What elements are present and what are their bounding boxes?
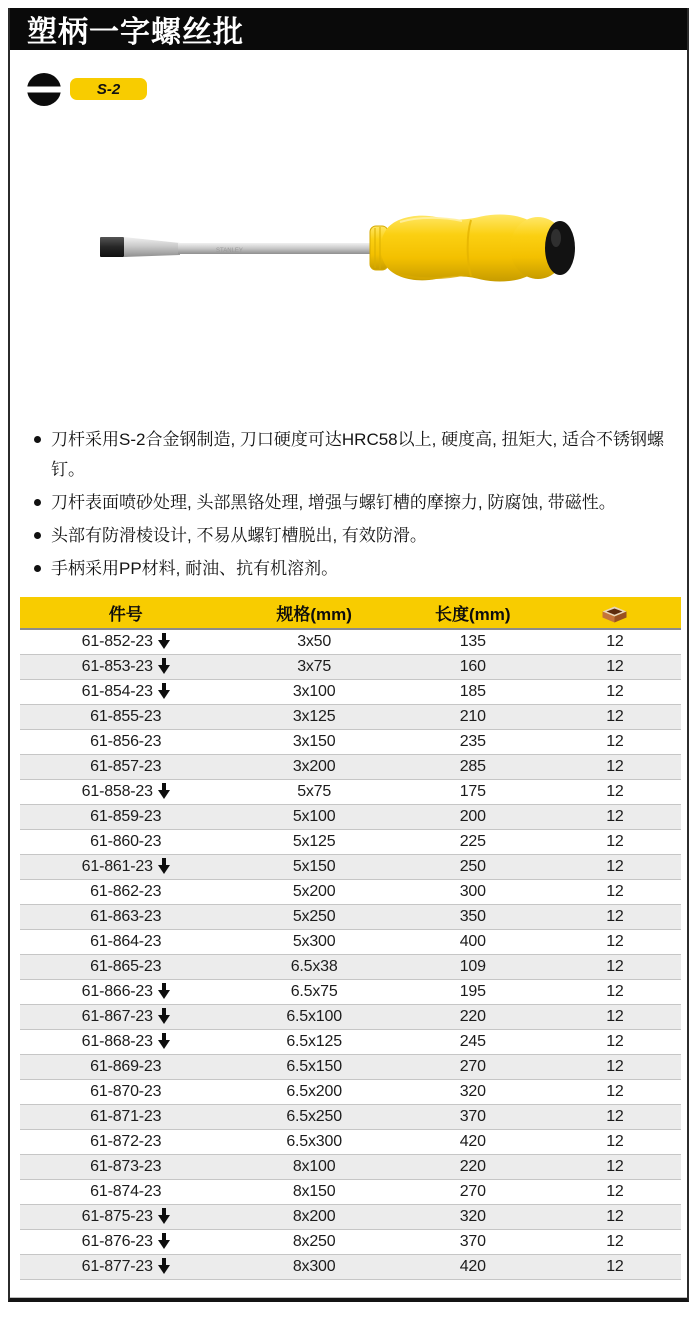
- pack-qty-cell: 12: [549, 1104, 681, 1129]
- down-arrow-icon: [158, 683, 170, 699]
- part-number-cell: 61-858-23: [20, 779, 232, 804]
- bullet-icon: [34, 532, 41, 539]
- length-cell: 270: [397, 1179, 549, 1204]
- spec-cell: 8x150: [232, 1179, 397, 1204]
- table-row: [20, 1254, 681, 1279]
- spec-cell: 3x200: [232, 754, 397, 779]
- box-icon: [602, 604, 627, 623]
- spec-table: [20, 597, 681, 1280]
- bullet-icon: [34, 436, 41, 443]
- spec-cell: 8x250: [232, 1229, 397, 1254]
- down-arrow-icon: [158, 1233, 170, 1249]
- pack-qty-cell: 12: [549, 729, 681, 754]
- table-row: [20, 1179, 681, 1204]
- table-row: [20, 1079, 681, 1104]
- part-number-cell: 61-864-23: [20, 929, 232, 954]
- spec-cell: 5x100: [232, 804, 397, 829]
- spec-cell: 6.5x125: [232, 1029, 397, 1054]
- length-cell: 320: [397, 1079, 549, 1104]
- part-number-cell: 61-862-23: [20, 879, 232, 904]
- length-cell: 175: [397, 779, 549, 804]
- part-number-cell: 61-869-23: [20, 1054, 232, 1079]
- feature-item: [34, 554, 665, 584]
- table-row: [20, 804, 681, 829]
- spec-cell: 5x200: [232, 879, 397, 904]
- table-row: [20, 929, 681, 954]
- part-number-cell: 61-874-23: [20, 1179, 232, 1204]
- spec-cell: 6.5x300: [232, 1129, 397, 1154]
- page-title: 塑柄一字螺丝批: [27, 16, 244, 49]
- pack-qty-cell: 12: [549, 1029, 681, 1054]
- part-number-cell: 61-853-23: [20, 654, 232, 679]
- down-arrow-icon: [158, 1258, 170, 1274]
- length-cell: 195: [397, 979, 549, 1004]
- down-arrow-icon: [158, 658, 170, 674]
- table-row: [20, 904, 681, 929]
- length-cell: 185: [397, 679, 549, 704]
- pack-qty-cell: 12: [549, 704, 681, 729]
- pack-qty-cell: 12: [549, 1204, 681, 1229]
- spec-cell: 3x150: [232, 729, 397, 754]
- pack-qty-cell: 12: [549, 629, 681, 654]
- table-row: [20, 1129, 681, 1154]
- pack-qty-cell: 12: [549, 1179, 681, 1204]
- pack-qty-cell: 12: [549, 779, 681, 804]
- part-number-cell: 61-854-23: [20, 679, 232, 704]
- spec-cell: 6.5x250: [232, 1104, 397, 1129]
- spec-cell: 5x75: [232, 779, 397, 804]
- spec-cell: 3x50: [232, 629, 397, 654]
- pack-qty-cell: 12: [549, 1254, 681, 1279]
- part-number-cell: 61-868-23: [20, 1029, 232, 1054]
- table-row: [20, 729, 681, 754]
- feature-text: 刀杆采用S-2合金钢制造, 刀口硬度可达HRC58以上, 硬度高, 扭矩大, 适合不锈钢螺钉。: [51, 430, 664, 479]
- part-number-cell: 61-860-23: [20, 829, 232, 854]
- length-cell: 420: [397, 1129, 549, 1154]
- length-cell: 300: [397, 879, 549, 904]
- length-cell: 350: [397, 904, 549, 929]
- table-row: [20, 1104, 681, 1129]
- col-header-pack-qty: [549, 597, 681, 629]
- length-cell: 220: [397, 1154, 549, 1179]
- product-image-area: [10, 106, 687, 425]
- table-row: [20, 654, 681, 679]
- pack-qty-cell: 12: [549, 1079, 681, 1104]
- length-cell: 420: [397, 1254, 549, 1279]
- part-number-cell: 61-870-23: [20, 1079, 232, 1104]
- spec-cell: 5x300: [232, 929, 397, 954]
- down-arrow-icon: [158, 1033, 170, 1049]
- pack-qty-cell: 12: [549, 1054, 681, 1079]
- length-cell: 225: [397, 829, 549, 854]
- shaft-print: STANLEY: [216, 248, 243, 254]
- pack-qty-cell: 12: [549, 854, 681, 879]
- pack-qty-cell: 12: [549, 904, 681, 929]
- spec-cell: 6.5x200: [232, 1079, 397, 1104]
- length-cell: 245: [397, 1029, 549, 1054]
- part-number-cell: 61-855-23: [20, 704, 232, 729]
- steel-grade-badge: [70, 78, 147, 100]
- feature-text: 刀杆表面喷砂处理, 头部黑铬处理, 增强与螺钉槽的摩擦力, 防腐蚀, 带磁性。: [51, 493, 616, 512]
- spec-cell: 8x100: [232, 1154, 397, 1179]
- table-row: [20, 1004, 681, 1029]
- down-arrow-icon: [158, 1008, 170, 1024]
- pack-qty-cell: 12: [549, 979, 681, 1004]
- down-arrow-icon: [158, 633, 170, 649]
- col-header-length: 长度(mm): [397, 597, 549, 629]
- spec-cell: 8x300: [232, 1254, 397, 1279]
- length-cell: 270: [397, 1054, 549, 1079]
- length-cell: 400: [397, 929, 549, 954]
- length-cell: 285: [397, 754, 549, 779]
- part-number-cell: 61-857-23: [20, 754, 232, 779]
- part-number-cell: 61-867-23: [20, 1004, 232, 1029]
- pack-qty-cell: 12: [549, 654, 681, 679]
- table-row: [20, 1029, 681, 1054]
- pack-qty-cell: 12: [549, 1154, 681, 1179]
- length-cell: 160: [397, 654, 549, 679]
- col-header-part-number: 件号: [20, 597, 232, 629]
- part-number-cell: 61-861-23: [20, 854, 232, 879]
- length-cell: 320: [397, 1204, 549, 1229]
- part-number-cell: 61-866-23: [20, 979, 232, 1004]
- spec-cell: 5x125: [232, 829, 397, 854]
- feature-list: [10, 425, 687, 584]
- table-row: [20, 629, 681, 654]
- length-cell: 370: [397, 1104, 549, 1129]
- frame-bottom-divider: [10, 1297, 687, 1298]
- spec-cell: 6.5x38: [232, 954, 397, 979]
- part-number-cell: 61-876-23: [20, 1229, 232, 1254]
- part-number-cell: 61-865-23: [20, 954, 232, 979]
- part-number-cell: 61-875-23: [20, 1204, 232, 1229]
- table-row: [20, 679, 681, 704]
- table-row: [20, 979, 681, 1004]
- length-cell: 210: [397, 704, 549, 729]
- handle: [370, 214, 575, 281]
- slotted-tip-icon: [27, 73, 61, 106]
- col-header-spec: 规格(mm): [232, 597, 397, 629]
- spec-cell: 6.5x150: [232, 1054, 397, 1079]
- part-number-cell: 61-871-23: [20, 1104, 232, 1129]
- feature-item: [34, 521, 665, 551]
- feature-item: [34, 488, 665, 518]
- spec-cell: 8x200: [232, 1204, 397, 1229]
- part-number-cell: 61-877-23: [20, 1254, 232, 1279]
- pack-qty-cell: 12: [549, 929, 681, 954]
- spec-cell: 5x150: [232, 854, 397, 879]
- part-number-cell: 61-873-23: [20, 1154, 232, 1179]
- screwdriver-image: [98, 190, 578, 305]
- pack-qty-cell: 12: [549, 879, 681, 904]
- table-row: [20, 1054, 681, 1079]
- length-cell: 109: [397, 954, 549, 979]
- length-cell: 135: [397, 629, 549, 654]
- spec-cell: 3x100: [232, 679, 397, 704]
- table-row: [20, 879, 681, 904]
- feature-text: 头部有防滑棱设计, 不易从螺钉槽脱出, 有效防滑。: [51, 526, 427, 545]
- part-number-cell: 61-859-23: [20, 804, 232, 829]
- length-cell: 200: [397, 804, 549, 829]
- part-number-cell: 61-872-23: [20, 1129, 232, 1154]
- down-arrow-icon: [158, 1208, 170, 1224]
- table-row: [20, 1154, 681, 1179]
- handle-end-cap: [545, 221, 575, 275]
- table-row: [20, 1204, 681, 1229]
- table-row: [20, 754, 681, 779]
- table-row: [20, 854, 681, 879]
- product-type-icons: [27, 72, 687, 106]
- feature-text: 手柄采用PP材料, 耐油、抗有机溶剂。: [51, 559, 339, 578]
- bullet-icon: [34, 499, 41, 506]
- bullet-icon: [34, 565, 41, 572]
- down-arrow-icon: [158, 983, 170, 999]
- shaft: [178, 243, 376, 254]
- spec-cell: 5x250: [232, 904, 397, 929]
- table-row: [20, 779, 681, 804]
- length-cell: 370: [397, 1229, 549, 1254]
- table-row: [20, 1229, 681, 1254]
- feature-item: [34, 425, 665, 485]
- spec-cell: 3x75: [232, 654, 397, 679]
- down-arrow-icon: [158, 783, 170, 799]
- pack-qty-cell: 12: [549, 679, 681, 704]
- table-row: [20, 829, 681, 854]
- pack-qty-cell: 12: [549, 754, 681, 779]
- length-cell: 220: [397, 1004, 549, 1029]
- content-frame: [8, 8, 689, 1302]
- pack-qty-cell: 12: [549, 954, 681, 979]
- pack-qty-cell: 12: [549, 1004, 681, 1029]
- steel-grade-label: S-2: [96, 80, 121, 98]
- blade-tip: [100, 237, 180, 257]
- pack-qty-cell: 12: [549, 804, 681, 829]
- part-number-cell: 61-863-23: [20, 904, 232, 929]
- length-cell: 250: [397, 854, 549, 879]
- pack-qty-cell: 12: [549, 1129, 681, 1154]
- pack-qty-cell: 12: [549, 829, 681, 854]
- spec-cell: 3x125: [232, 704, 397, 729]
- length-cell: 235: [397, 729, 549, 754]
- part-number-cell: 61-852-23: [20, 629, 232, 654]
- part-number-cell: 61-856-23: [20, 729, 232, 754]
- table-header-row: [20, 597, 681, 629]
- page-title-bar: [10, 8, 687, 50]
- spec-cell: 6.5x100: [232, 1004, 397, 1029]
- pack-qty-cell: 12: [549, 1229, 681, 1254]
- table-row: [20, 704, 681, 729]
- table-row: [20, 954, 681, 979]
- down-arrow-icon: [158, 858, 170, 874]
- spec-cell: 6.5x75: [232, 979, 397, 1004]
